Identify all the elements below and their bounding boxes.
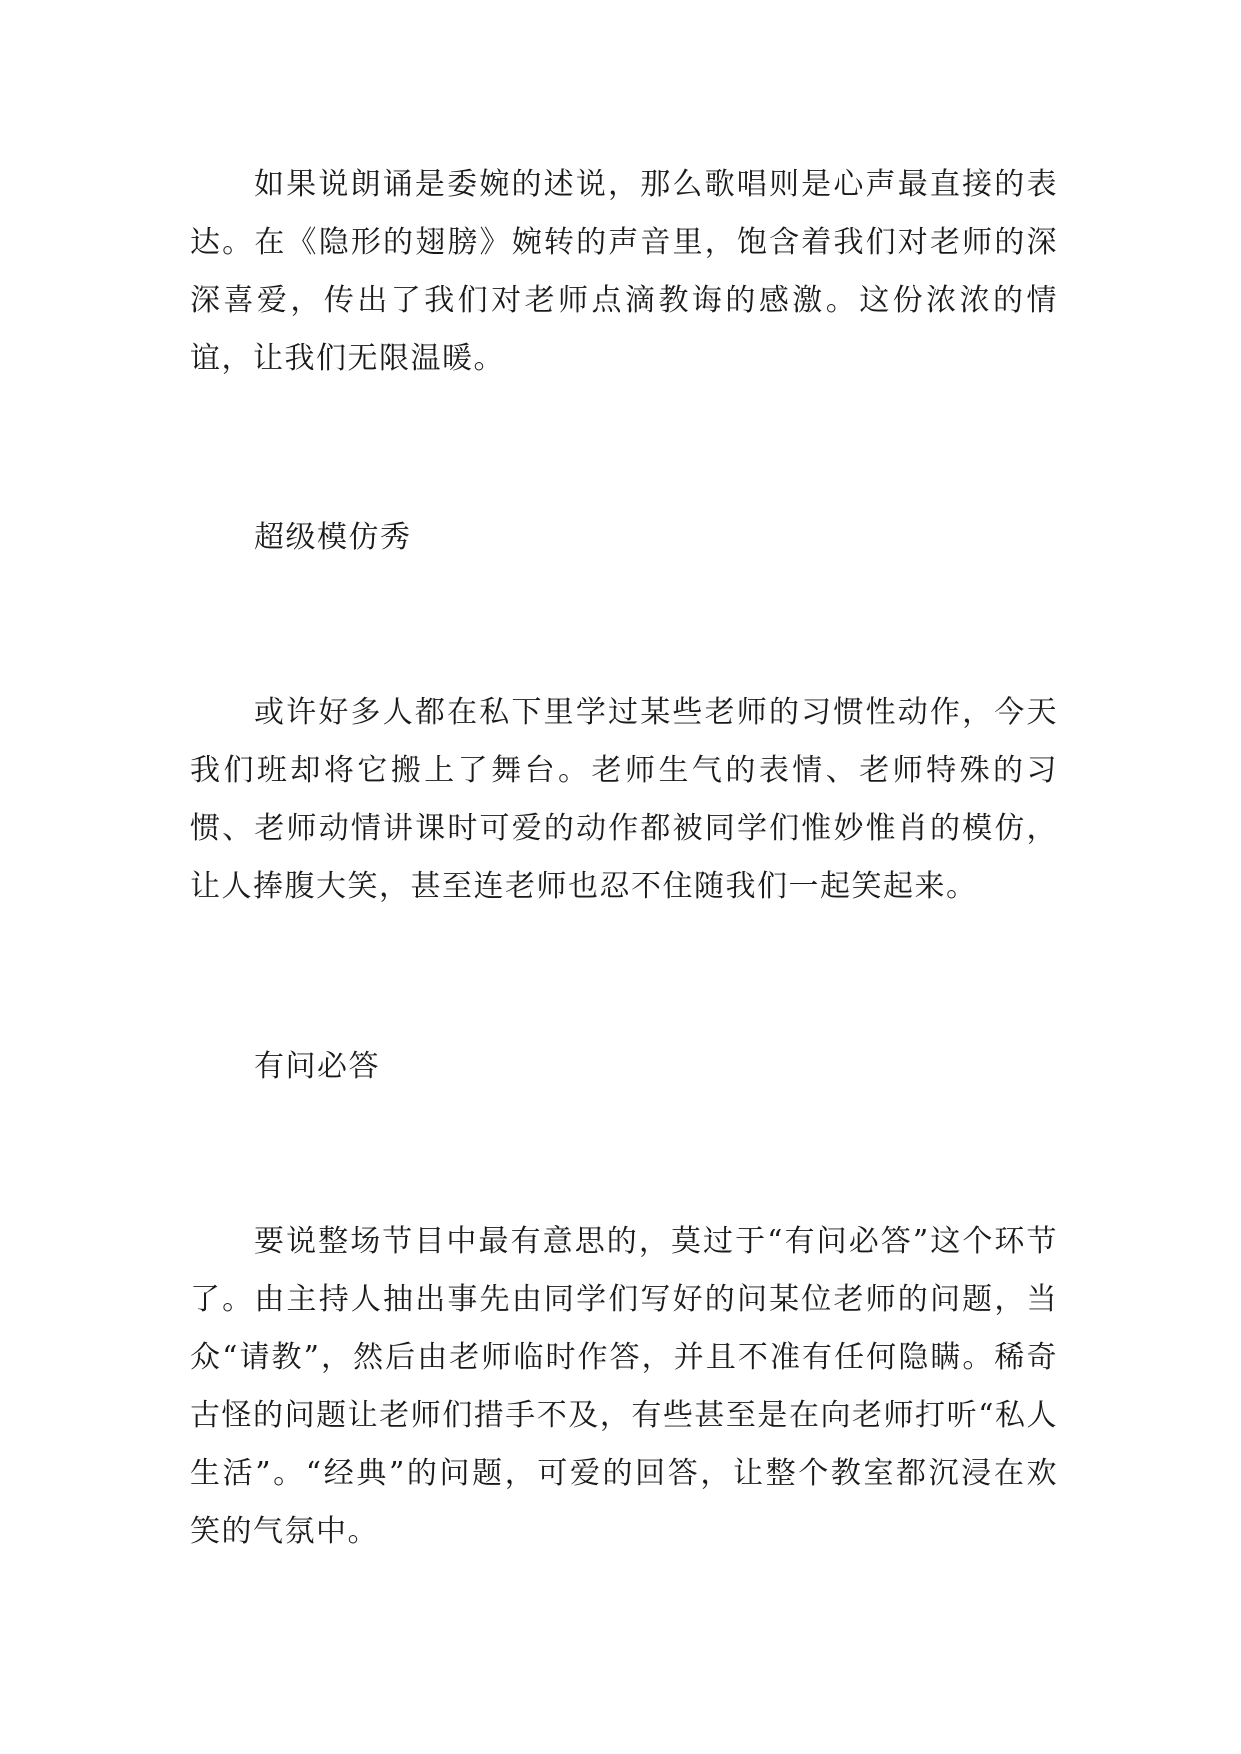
section-heading-imitation-show: 超级模仿秀 [254, 520, 412, 555]
paragraph-singing: 如果说朗诵是委婉的述说，那么歌唱则是心声最直接的表达。在《隐形的翅膀》婉转的声音里，饱含着我们对老师的深深喜爱，传出了我们对老师点滴教诲的感激。这份浓浓的情谊，让我们无限温暖。 [190, 167, 1058, 376]
paragraph-imitation: 或许好多人都在私下里学过某些老师的习惯性动作，今天我们班却将它搬上了舞台。老师生气的表情、老师特殊的习惯、老师动情讲课时可爱的动作都被同学们惟妙惟肖的模仿，让人捧腹大笑，甚至连老师也忍不住随我们一起笑起来。 [190, 695, 1058, 904]
paragraph-qa: 要说整场节目中最有意思的，莫过于“有问必答”这个环节了。由主持人抽出事先由同学们写好的问某位老师的问题，当众“请教”，然后由老师临时作答，并且不准有任何隐瞒。稀奇古怪的问题让老师们措手不及，有些甚至是在向老师打听“私人生活”。“经典”的问题，可爱的回答，让整个教室都沉浸在欢笑的气氛中。 [190, 1224, 1058, 1549]
section-heading-qa: 有问必答 [254, 1049, 380, 1084]
